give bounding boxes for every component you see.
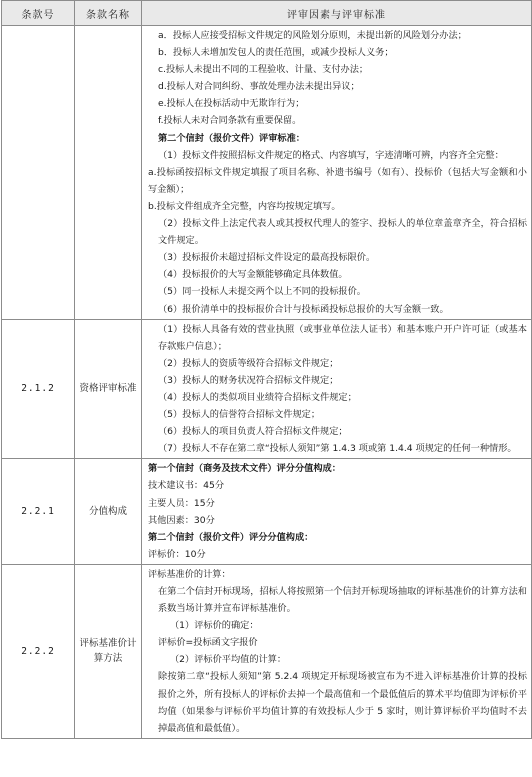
criteria-line: （1）投标人具备有效的营业执照（或事业单位法人证书）和基本账户开户许可证（或基本存款账户信息）； (158, 323, 527, 352)
clause-name-cell: 评标基准价计算方法 (75, 564, 142, 738)
header-clause-name: 条款名称 (75, 1, 142, 26)
table-row-score-composition (2, 459, 532, 565)
criteria-line: 评标价=投标函文字报价 (158, 637, 258, 649)
header-clause-number: 条款号 (2, 1, 75, 26)
criteria-line: b．投标人未增加发包人的责任范围，或减少投标人义务； (158, 47, 394, 59)
criteria-line: （5）投标人的信誉符合招标文件规定； (158, 409, 321, 421)
criteria-line: （2）投标文件上法定代表人或其授权代理人的签字、投标人的单位章盖章齐全，符合招标文件规定。 (158, 218, 527, 247)
criteria-line: 在第二个信封开标现场，招标人将按照第一个信封开标现场抽取的评标基准价的计算方法和系数当场计算并宣布评标基准价。 (158, 586, 527, 615)
criteria-line: （1）投标文件按照招标文件规定的格式、内容填写，字迹清晰可辨，内容齐全完整： (158, 149, 504, 161)
criteria-line: （1）评标价的确定： (170, 620, 259, 632)
clause-number-cell (2, 26, 75, 320)
clause-number-cell: 2.2.2 (2, 564, 75, 738)
criteria-line: 评标基准价的计算： (148, 568, 231, 580)
criteria-line: a.投标函按招标文件规定填报了项目名称、补遗书编号（如有）、投标价（包括大写金额和小写金额）； (148, 166, 527, 195)
criteria-cell (142, 459, 532, 565)
clause-name-cell (75, 26, 142, 320)
clause-number-cell: 2.2.1 (2, 459, 75, 565)
criteria-line: （2）投标人的资质等级符合招标文件规定； (158, 357, 339, 369)
table-row-benchmark-price (2, 564, 532, 738)
criteria-line: 技术建议书：45分 (148, 480, 225, 492)
section-heading: 第二个信封（报价文件）评分分值构成： (148, 531, 314, 543)
header-criteria: 评审因素与评审标准 (142, 1, 532, 26)
criteria-line: 评标价：10分 (148, 548, 206, 560)
criteria-line: （3）投标报价未超过招标文件设定的最高投标限价。 (158, 252, 376, 264)
criteria-line: （6）报价清单中的投标报价合计与投标函投标总报价的大写金额一致。 (158, 303, 449, 315)
evaluation-criteria-table (1, 0, 532, 739)
criteria-line: 主要人员：15分 (148, 497, 215, 509)
table-row-format-criteria (2, 26, 532, 320)
clause-name-cell: 资格评审标准 (75, 319, 142, 459)
section-heading: 第二个信封（报价文件）评审标准： (158, 132, 305, 144)
criteria-line: （6）投标人的项目负责人符合招标文件规定； (158, 426, 348, 438)
criteria-cell (142, 564, 532, 738)
criteria-line: （3）投标人的财务状况符合招标文件规定； (158, 374, 339, 386)
section-heading: 第一个信封（商务及技术文件）评分分值构成： (148, 463, 341, 475)
criteria-cell (142, 319, 532, 459)
clause-number-cell: 2.1.2 (2, 319, 75, 459)
criteria-line: c.投标人未提出不同的工程验收、计量、支付办法； (158, 64, 369, 76)
criteria-line: a．投标人应接受招标文件规定的风险划分原则，未提出新的风险划分办法； (158, 30, 467, 41)
criteria-line: （4）投标报价的大写金额能够确定具体数值。 (158, 269, 348, 281)
clause-name-cell: 分值构成 (75, 459, 142, 565)
criteria-line: e.投标人在投标活动中无欺诈行为； (158, 98, 305, 110)
table-row-qualification (2, 319, 532, 459)
criteria-cell (142, 26, 532, 320)
criteria-line: （5）同一投标人未提交两个以上不同的投标报价。 (158, 286, 366, 298)
criteria-line: f.投标人未对合同条款有重要保留。 (158, 115, 302, 127)
criteria-line: （2）评标价平均值的计算： (170, 654, 287, 666)
criteria-line: 除按第二章“投标人须知”第 5.2.4 项规定开标现场被宣布为不进入评标基准价计算的投标报价之外，所有投标人的评标价去掉一个最高值和一个最低值后的算术平均值即为评标价平均值（如果参与评标价平均值计算的有效投标人少于 5 家时，则计算评标价平均值时不去掉最高值和最低值）。 (158, 671, 527, 734)
criteria-line: （7）投标人不存在第二章“投标人须知”第 1.4.3 项或第 1.4.4 项规定的任何一种情形。 (158, 443, 517, 455)
criteria-line: （4）投标人的类似项目业绩符合招标文件规定； (158, 391, 357, 403)
criteria-line: 其他因素：30分 (148, 514, 215, 526)
criteria-line: b.投标文件组成齐全完整，内容均按规定填写。 (148, 200, 341, 212)
criteria-line: d.投标人对合同纠纷、事故处理办法未提出异议； (158, 81, 360, 93)
table-header-row (2, 1, 532, 26)
